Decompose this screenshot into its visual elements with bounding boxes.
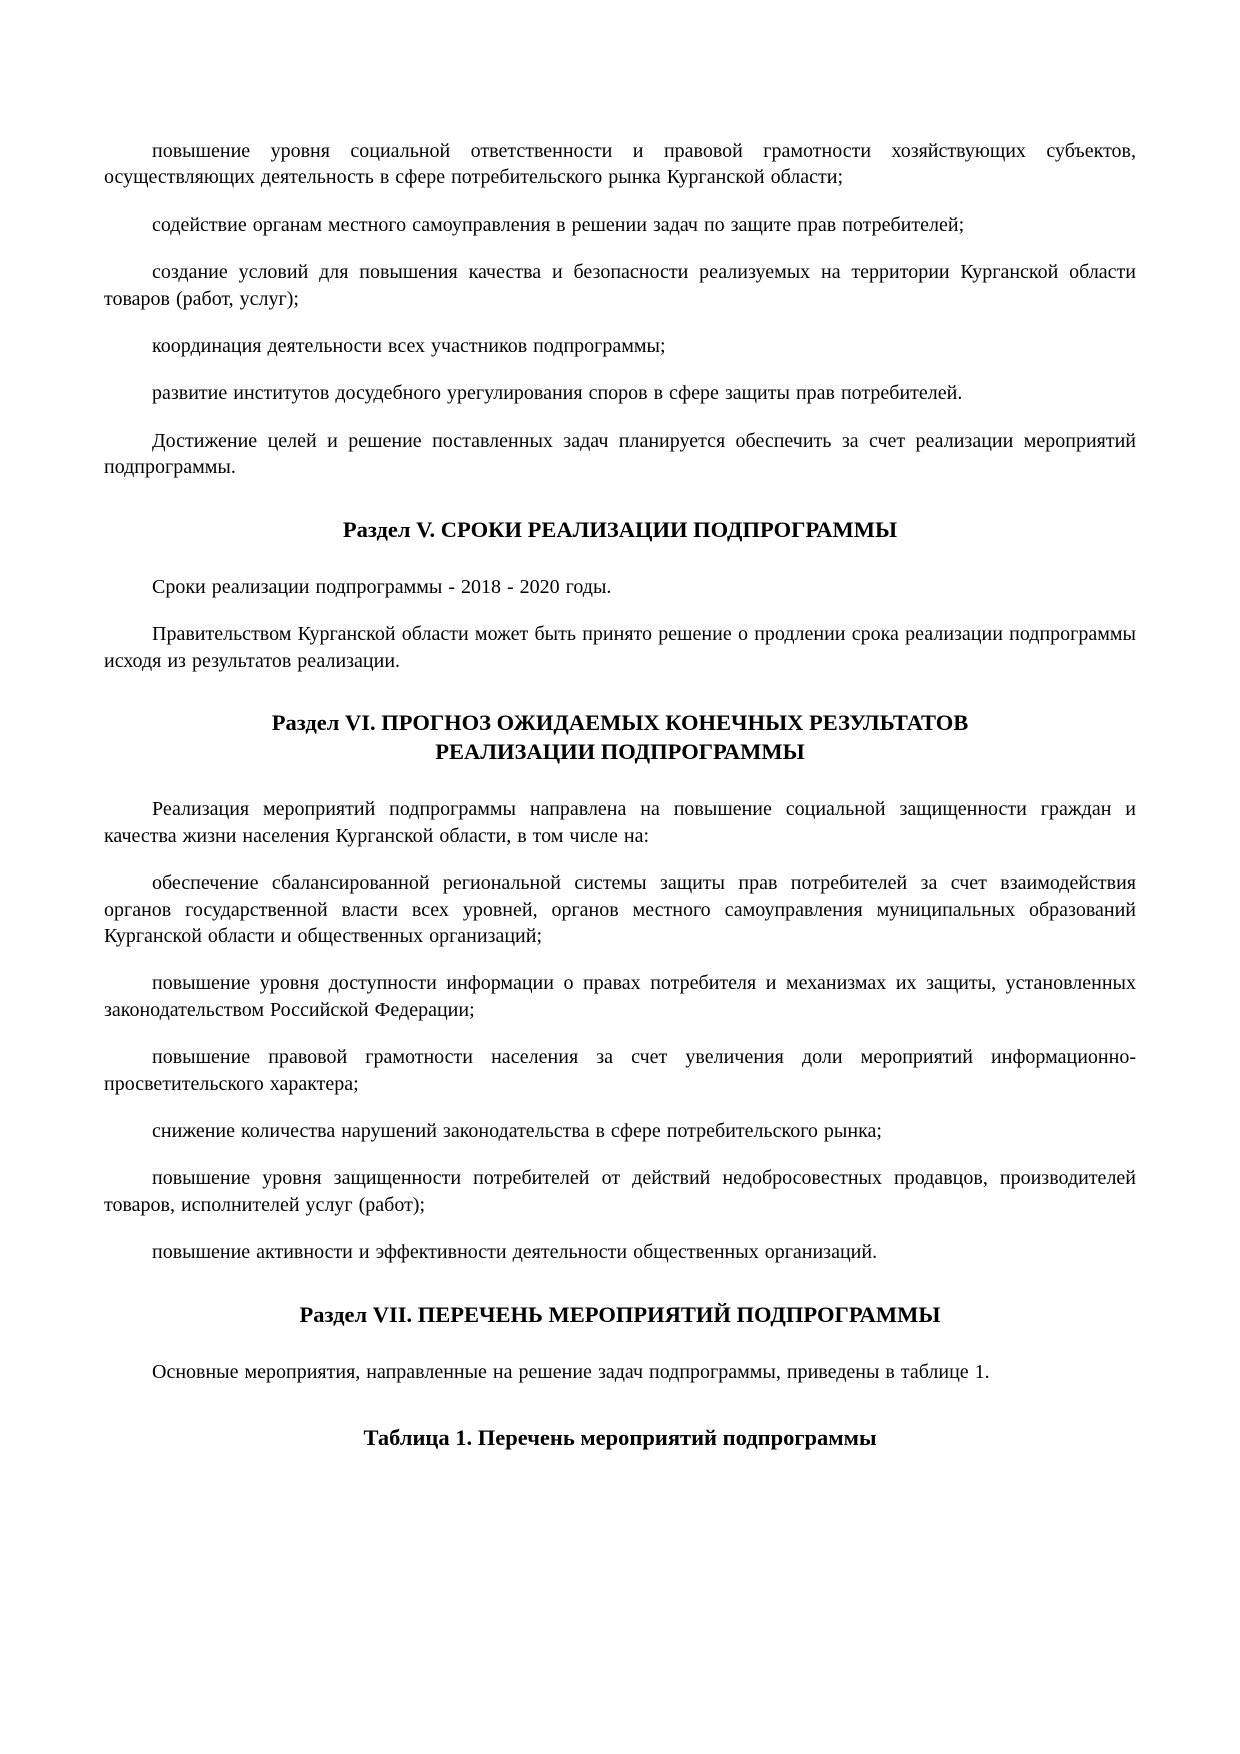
table-1-caption: Таблица 1. Перечень мероприятий подпрограммы xyxy=(363,1425,877,1451)
paragraph: обеспечение сбалансированной региональной системы защиты прав потребителей за счет взаимодействия органов государственной власти всех уровней, органов местного самоуправления муниципальных образований Курганской области и общественных организаций; xyxy=(104,872,1136,947)
paragraph: координация деятельности всех участников подпрограммы; xyxy=(152,334,666,357)
paragraph: создание условий для повышения качества и безопасности реализуемых на территории Курганской области товаров (работ, услуг); xyxy=(104,261,1136,310)
paragraph: Достижение целей и решение поставленных задач планируется обеспечить за счет реализации мероприятий подпрограммы. xyxy=(104,429,1136,479)
paragraph: содействие органам местного самоуправления в решении задач по защите прав потребителей; xyxy=(152,213,965,236)
section-heading-v: Раздел V. СРОКИ РЕАЛИЗАЦИИ ПОДПРОГРАММЫ xyxy=(342,516,898,542)
paragraph: повышение уровня защищенности потребителей от действий недобросовестных продавцов, производителей товаров, исполнителей услуг (работ); xyxy=(104,1167,1136,1216)
paragraph: снижение количества нарушений законодательства в сфере потребительского рынка; xyxy=(152,1119,882,1142)
paragraph: Реализация мероприятий подпрограммы направлена на повышение социальной защищенности граждан и качества жизни населения Курганской области, в том числе на: xyxy=(104,798,1136,847)
paragraph: Сроки реализации подпрограммы - 2018 - 2020 годы. xyxy=(152,575,612,598)
paragraph: повышение правовой грамотности населения за счет увеличения доли мероприятий информационно-просветительского характера; xyxy=(104,1046,1136,1095)
paragraph: развитие институтов досудебного урегулирования споров в сфере защиты прав потребителей. xyxy=(152,382,963,405)
section-heading-vi: Раздел VI. ПРОГНОЗ ОЖИДАЕМЫХ КОНЕЧНЫХ РЕЗУЛЬТАТОВ РЕАЛИЗАЦИИ ПОДПРОГРАММЫ xyxy=(271,709,969,765)
paragraph: повышение активности и эффективности деятельности общественных организаций. xyxy=(152,1241,878,1264)
paragraph: повышение уровня социальной ответственности и правовой грамотности хозяйствующих субъектов, осуществляющих деятельность в сфере потребительского рынка Курганской области; xyxy=(104,140,1136,189)
paragraph: повышение уровня доступности информации о правах потребителя и механизмах их защиты, установленных законодательством Российской Федерации; xyxy=(104,972,1136,1021)
paragraph: Основные мероприятия, направленные на решение задач подпрограммы, приведены в таблице 1. xyxy=(152,1360,990,1383)
paragraph: Правительством Курганской области может быть принято решение о продлении срока реализации подпрограммы исходя из результатов реализации. xyxy=(104,623,1136,672)
section-heading-vii: Раздел VII. ПЕРЕЧЕНЬ МЕРОПРИЯТИЙ ПОДПРОГРАММЫ xyxy=(299,1301,941,1327)
